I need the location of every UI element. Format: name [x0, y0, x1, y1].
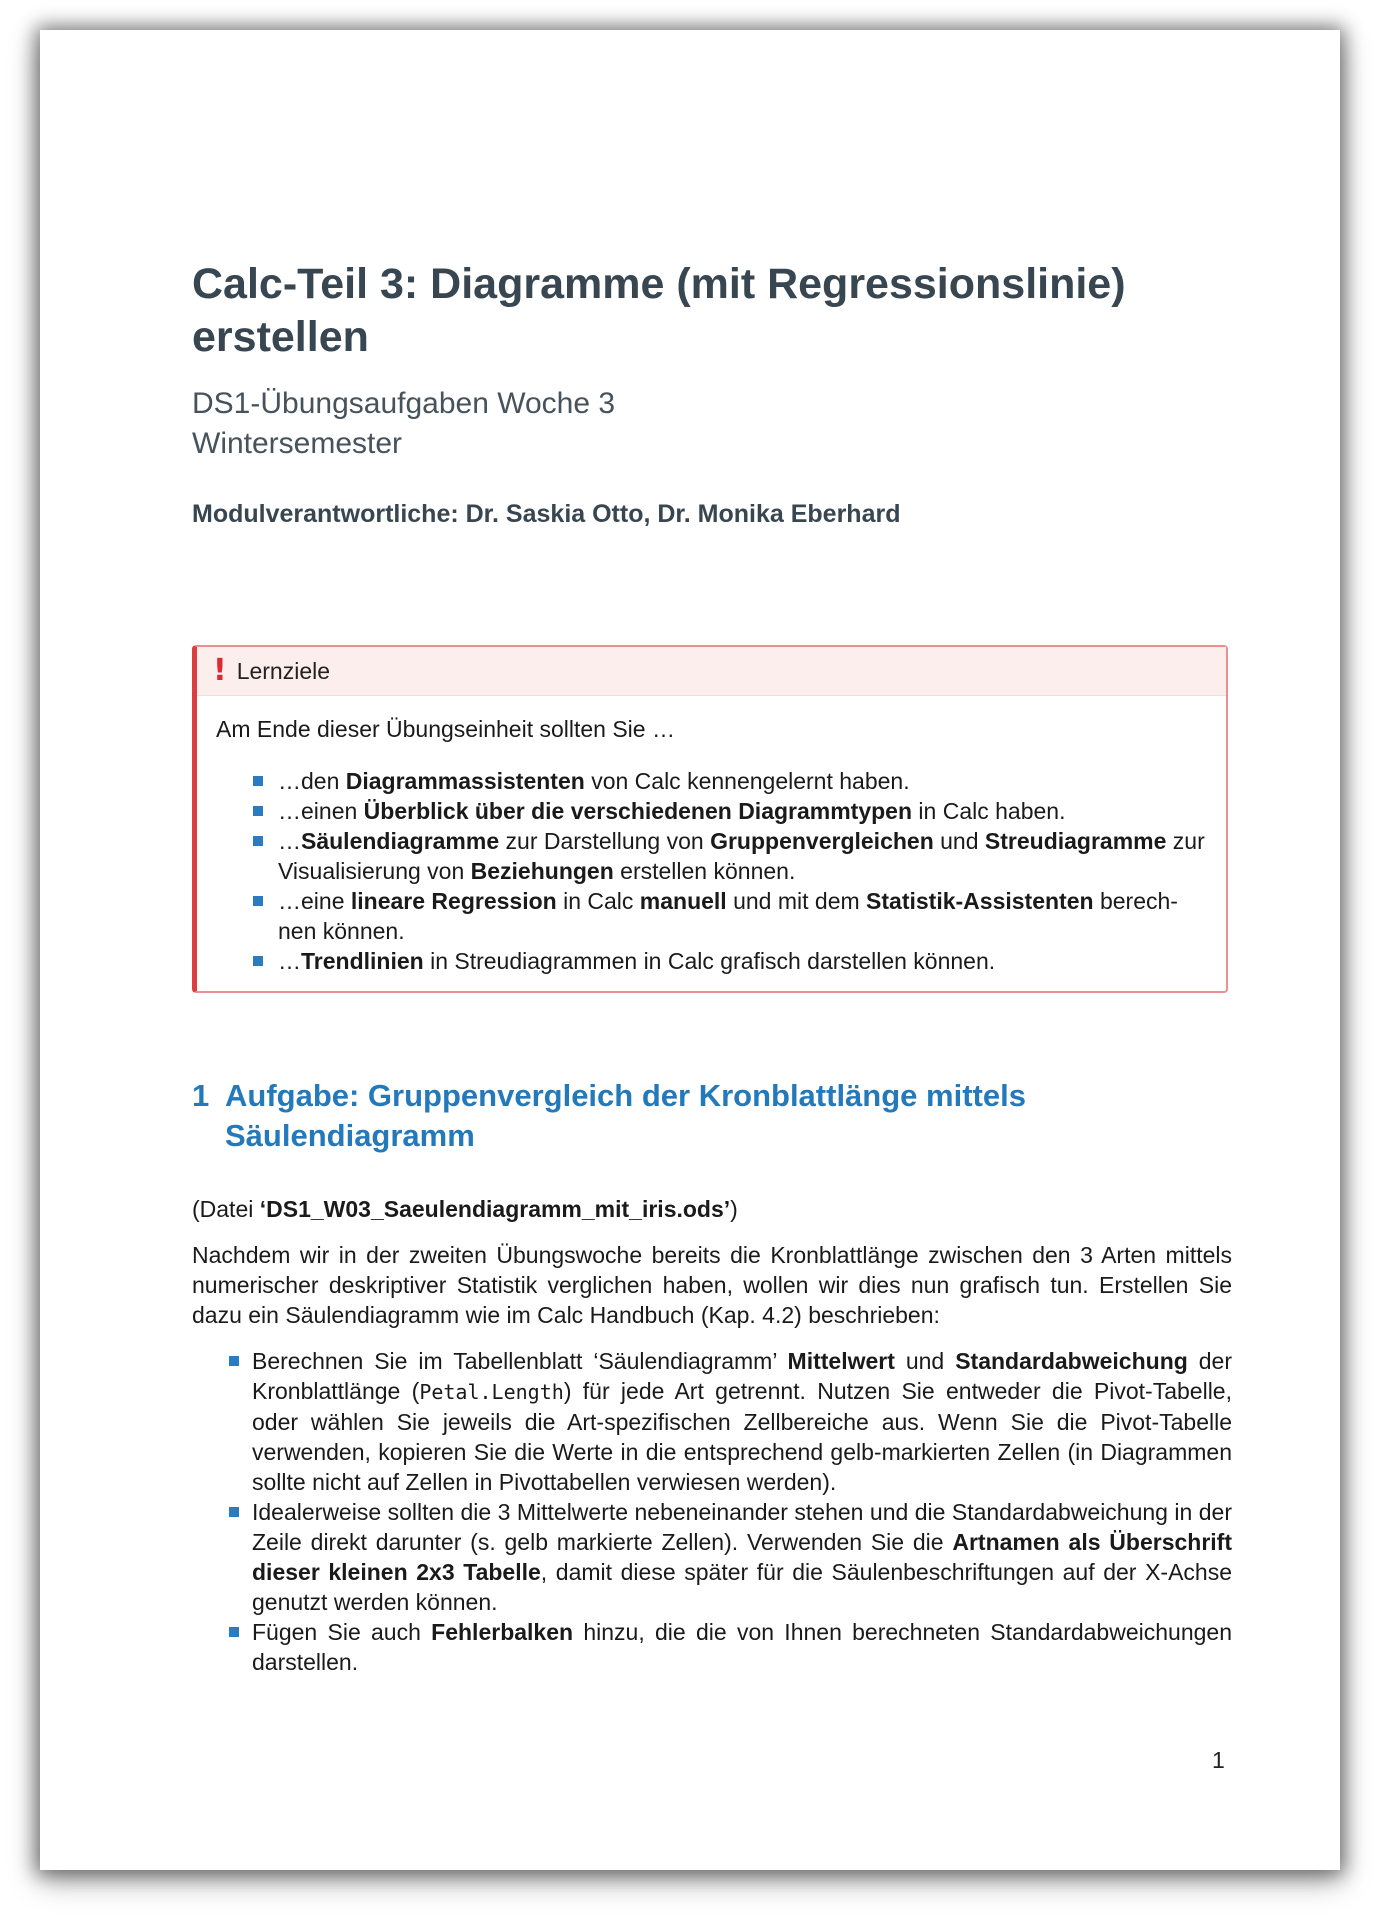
subtitle-semester: Wintersemester — [192, 427, 403, 460]
list-item: Idealerweise sollten die 3 Mittelwerte nebeneinander stehen und die Standardabweichung in der Zeile direkt darunter (s. gelb markierte Zellen). Verwenden Sie die Artnamen als Überschrift dieser kleinen 2x3 Tabelle, damit diese später für die Säulenbeschriftungen auf der X-Achse genutzt werden können. — [192, 1497, 1232, 1617]
square-bullet-icon — [229, 1507, 239, 1517]
learning-goals-callout — [192, 645, 1228, 993]
subtitle-line: DS1-Übungsaufgaben Woche 3 — [192, 387, 616, 420]
file-reference: (Datei ‘DS1_W03_Saeulendiagramm_mit_iris.ods’) — [192, 1196, 738, 1222]
page-number: 1 — [1212, 1747, 1225, 1773]
list-item: Fügen Sie auch Fehlerbalken hinzu, die die von Ihnen berechneten Standardabweichungen darstellen. — [192, 1617, 1232, 1677]
document-page — [40, 30, 1340, 1870]
square-bullet-icon — [253, 776, 263, 786]
section-heading — [192, 1076, 1232, 1156]
intro-paragraph: Nachdem wir in der zweiten Übungswoche bereits die Kronblattlänge zwischen den 3 Arten mittels numerischer deskriptiver Statistik verglichen haben, wollen wir dies nun grafisch tun. Erstellen Sie dazu ein Säulendiagramm wie im Calc Handbuch (Kap. 4.2) beschrieben: — [192, 1242, 1232, 1328]
code-snippet: Petal.Length — [419, 1380, 564, 1404]
list-item: …eine lineare Regression in Calc manuell und mit dem Statistik-Assistenten berech-nen können. — [216, 886, 1206, 946]
goals-list — [216, 766, 1206, 976]
subtitle-block — [192, 384, 615, 464]
list-item: …Trendlinien in Streudiagrammen in Calc grafisch darstellen können. — [216, 946, 1206, 976]
square-bullet-icon — [253, 956, 263, 966]
file-name: ‘DS1_W03_Saeulendiagramm_mit_iris.ods’ — [259, 1196, 731, 1222]
tasks-block — [192, 1346, 1232, 1677]
authors-line: Modulverantwortliche: Dr. Saskia Otto, Dr. Monika Eberhard — [192, 500, 901, 528]
list-item: …Säulendiagramme zur Darstellung von Gruppenvergleichen und Streudiagramme zur Visualisierung von Beziehungen erstellen können. — [216, 826, 1206, 886]
callout-body — [197, 696, 1226, 976]
square-bullet-icon — [253, 836, 263, 846]
square-bullet-icon — [229, 1627, 239, 1637]
document-title: Calc-Teil 3: Diagramme (mit Regressionslinie) erstellen — [192, 260, 1126, 361]
tasks-list — [192, 1346, 1232, 1677]
section-number: 1 — [192, 1077, 210, 1113]
callout-intro: Am Ende dieser Übungseinheit sollten Sie … — [216, 716, 675, 742]
list-item: …den Diagrammassistenten von Calc kennengelernt haben. — [216, 766, 1206, 796]
square-bullet-icon — [253, 896, 263, 906]
exclamation-icon: ! — [213, 653, 227, 688]
list-item: Berechnen Sie im Tabellenblatt ‘Säulendiagramm’ Mittelwert und Standardabweichung der Kronblattlänge (Petal.Length) für jede Art getrennt. Nutzen Sie entweder die Pivot-Tabelle, oder wählen Sie jeweils die Art-spezifischen Zellbereiche aus. Wenn Sie die Pivot-Tabelle verwenden, kopieren Sie die Werte in die entsprechend gelb-markierten Zellen (in Diagrammen sollte nicht auf Zellen in Pivottabellen verwiesen werden). — [192, 1346, 1232, 1497]
square-bullet-icon — [253, 806, 263, 816]
callout-header — [197, 647, 1226, 696]
callout-heading: Lernziele — [236, 657, 331, 684]
section-title: Aufgabe: Gruppenvergleich der Kronblattlänge mittels Säulendiagramm — [225, 1077, 1026, 1153]
list-item: …einen Überblick über die verschiedenen Diagrammtypen in Calc haben. — [216, 796, 1206, 826]
square-bullet-icon — [229, 1356, 239, 1366]
